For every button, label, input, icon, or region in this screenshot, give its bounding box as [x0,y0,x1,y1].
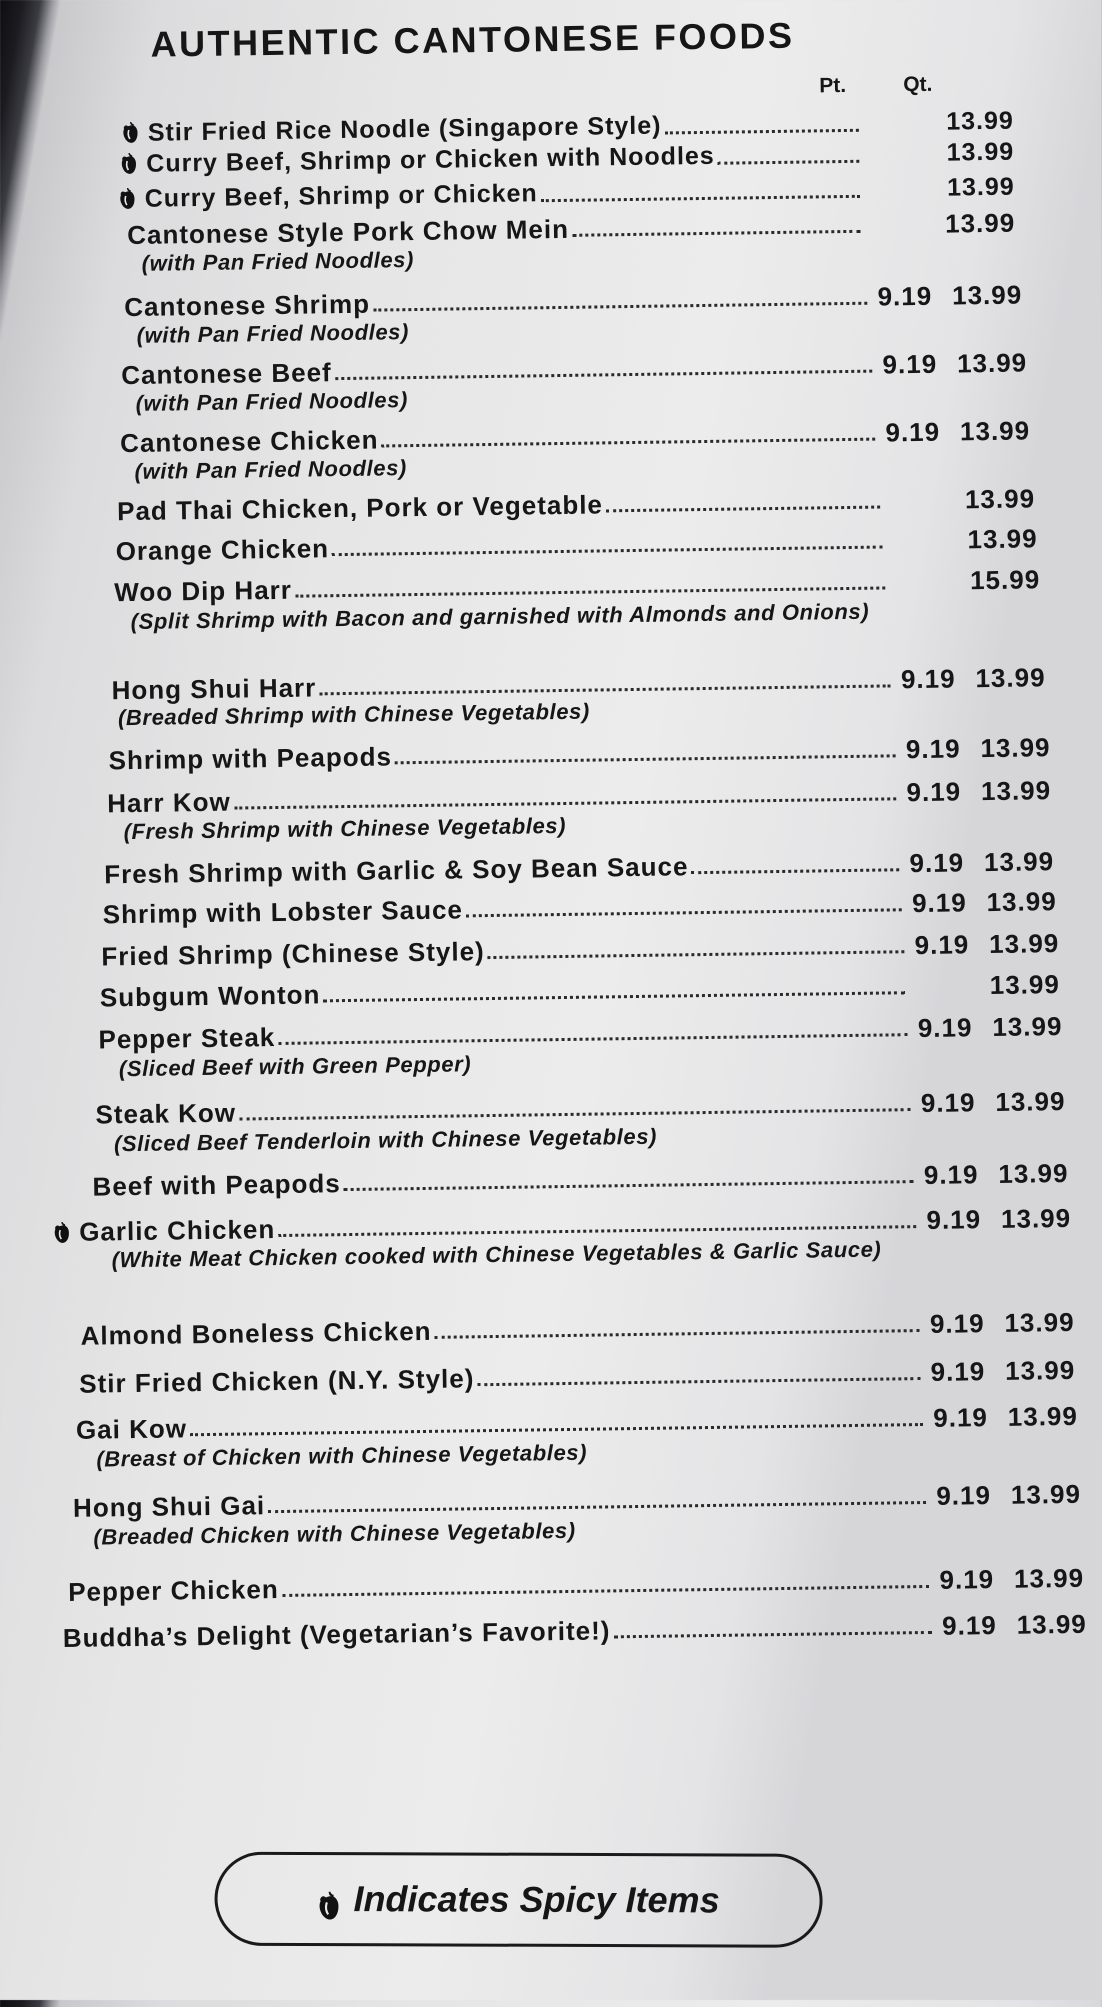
quart-price: 13.99 [946,137,1015,167]
pepper-icon [120,152,138,174]
dot-leader [335,370,872,381]
menu-item-name: Pad Thai Chicken, Pork or Vegetable [116,489,604,527]
menu-item-description: (Sliced Beef Tenderloin with Chinese Vegetables) [113,1123,658,1157]
pint-price: 9.19 [905,733,961,765]
quart-price: 13.99 [986,886,1057,918]
spicy-legend [214,1852,822,1948]
menu-item-name: Buddha’s Delight (Vegetarian’s Favorite!) [62,1615,611,1654]
quart-price: 13.99 [989,969,1061,1001]
menu-item-name: Hong Shui Gai [72,1490,266,1523]
quart-price: 13.99 [998,1157,1069,1189]
menu-item-name: Curry Beef, Shrimp or Chicken [144,179,538,213]
dot-leader [332,546,883,557]
menu-item [68,1563,1084,1607]
pint-price: 9.19 [911,887,967,919]
dot-leader [718,160,860,165]
quart-price: 13.99 [946,172,1015,202]
menu-item [115,523,1037,566]
pint-price: 9.19 [930,1356,986,1387]
dot-leader [466,908,902,917]
quart-price: 13.99 [1004,1354,1076,1386]
pint-price: 9.19 [941,1610,997,1641]
menu-page [24,0,1102,2000]
menu-item-name: Curry Beef, Shrimp or Chicken with Noodles [146,141,715,178]
menu-item-description: (with Pan Fried Noodles) [136,319,410,348]
pint-price [863,196,925,197]
dot-leader [541,195,860,202]
menu-item-name: Cantonese Style Pork Chow Mein [127,213,570,251]
menu-item [63,1609,1087,1653]
pint-price: 9.19 [917,1012,973,1044]
quart-price: 13.99 [992,1011,1063,1043]
menu-item [103,886,1057,929]
pint-price [863,233,925,234]
pint-price: 9.19 [933,1402,989,1433]
quart-price: 13.99 [995,1086,1066,1117]
menu-item-name: Cantonese Beef [121,357,332,391]
menu-item-description: (Breast of Chicken with Chinese Vegetables) [96,1439,588,1472]
menu-item-name: Harr Kow [107,786,231,819]
pint-price: 9.19 [900,663,956,695]
quart-price: 13.99 [1010,1478,1082,1510]
menu-item [92,1158,1068,1202]
menu-item-description: (with Pan Fried Noodles) [135,387,409,416]
dot-leader [344,1180,914,1191]
menu-item-description: (Split Shrimp with Bacon and garnished with Almonds and Onions) [130,598,870,635]
dot-leader [190,1423,923,1436]
quart-price: 13.99 [980,732,1051,764]
menu-item [104,846,1054,889]
pint-price: 9.19 [909,847,965,879]
menu-item-name: Subgum Wonton [99,979,321,1013]
dot-leader [435,1329,920,1339]
dot-leader [477,1377,920,1386]
quart-price: 13.99 [967,523,1038,555]
pint-price: 9.19 [914,929,970,961]
quart-price: 13.99 [988,928,1060,960]
pint-price [883,509,945,510]
dot-leader [239,1108,910,1120]
pint-price: 9.19 [906,776,962,808]
menu-item-name: Shrimp with Lobster Sauce [102,894,464,930]
menu-title: AUTHENTIC CANTONESE FOODS [150,14,795,65]
menu-item [101,928,1059,971]
pint-price: 9.19 [923,1159,979,1190]
dot-leader [691,868,899,874]
menu-item-name: Beef with Peapods [92,1168,341,1202]
pint-price [888,590,950,591]
pint-price [886,549,948,550]
pepper-icon [53,1219,71,1241]
menu-item-name: Fried Shrimp (Chinese Style) [101,936,485,972]
quart-price: 13.99 [975,662,1046,694]
dot-leader [613,1631,931,1638]
pint-price [862,161,924,162]
menu-item-name: Hong Shui Harr [111,672,317,706]
menu-item-name: Pepper Chicken [68,1574,279,1607]
menu-item-description: (Breaded Chicken with Chinese Vegetables) [93,1517,576,1550]
pint-price: 9.19 [882,348,938,380]
menu-item-description: (Fresh Shrimp with Chinese Vegetables) [123,812,567,845]
menu-item-description: (Breaded Shrimp with Chinese Vegetables) [117,698,590,731]
quart-price: 13.99 [1016,1608,1087,1640]
menu-item [117,483,1035,526]
dot-leader [665,129,859,135]
quart-price: 13.99 [959,415,1031,447]
quart-price: 13.99 [946,106,1014,136]
dot-leader [488,950,905,959]
menu-item-description: (with Pan Fried Noodles) [141,247,415,276]
dot-leader [373,302,867,312]
quart-price: 13.99 [964,483,1036,515]
menu-item-name: Stir Fried Rice Noodle (Singapore Style) [147,111,662,147]
menu-item-name: Orange Chicken [115,533,330,567]
pint-price: 9.19 [929,1308,985,1339]
menu-item-name: Shrimp with Peapods [108,741,393,776]
pepper-icon [122,121,140,143]
menu-item-name: Cantonese Chicken [119,424,379,459]
quart-price: 13.99 [1004,1306,1075,1338]
quart-price: 13.99 [951,279,1023,311]
dot-leader [323,991,905,1002]
menu-item-name: Stir Fried Chicken (N.Y. Style) [79,1363,475,1399]
quart-column-header: Qt. [903,72,933,97]
dot-leader [395,754,896,764]
quart-price: 13.99 [944,207,1016,239]
spicy-legend-text: Indicates Spicy Items [353,1878,720,1921]
pint-price: 9.19 [877,280,933,312]
dot-leader [382,438,876,448]
menu-item-name: Pepper Steak [98,1022,276,1055]
pint-price: 9.19 [885,416,941,448]
dot-leader [572,230,860,237]
menu-item-description: (White Meat Chicken cooked with Chinese Vegetables & Garlic Sauce) [111,1236,882,1273]
pint-price: 9.19 [920,1087,976,1119]
menu-item-name: Almond Boneless Chicken [80,1315,432,1351]
pepper-icon [119,187,137,209]
quart-price: 13.99 [983,846,1055,878]
menu-item-name: Cantonese Shrimp [124,288,371,323]
pint-price: 9.19 [936,1480,992,1511]
menu-item [100,969,1060,1012]
dot-leader [268,1501,926,1513]
quart-price: 13.99 [1013,1562,1085,1594]
menu-item-name: Fresh Shrimp with Garlic & Soy Bean Sauce [103,851,689,890]
menu-item-name: Steak Kow [95,1097,237,1130]
menu-item-description: (Sliced Beef with Green Pepper) [118,1051,472,1082]
pint-price: 9.19 [926,1204,982,1235]
quart-price: 13.99 [1007,1400,1079,1432]
menu-item-name: Woo Dip Harr [114,574,293,608]
menu-sheet [10,0,1102,2007]
pint-price [908,994,970,995]
dot-leader [295,586,885,597]
menu-item-name: Garlic Chicken [78,1214,276,1247]
dot-leader [278,1225,916,1237]
dot-leader [606,506,880,513]
pint-price [862,130,924,131]
quart-price: 13.99 [1000,1202,1072,1234]
quart-price: 13.99 [980,775,1052,807]
menu-item-description: (with Pan Fried Noodles) [134,455,408,484]
quart-price: 13.99 [956,347,1028,379]
pepper-icon [317,1887,341,1917]
pint-price: 9.19 [939,1564,995,1595]
dot-leader [278,1033,907,1045]
menu-item [80,1307,1074,1351]
menu-item [79,1355,1075,1399]
quart-price: 15.99 [969,564,1041,596]
menu-item-name: Gai Kow [75,1413,188,1445]
menu-item [108,732,1050,775]
pint-column-header: Pt. [819,73,847,98]
dot-leader [282,1585,929,1597]
